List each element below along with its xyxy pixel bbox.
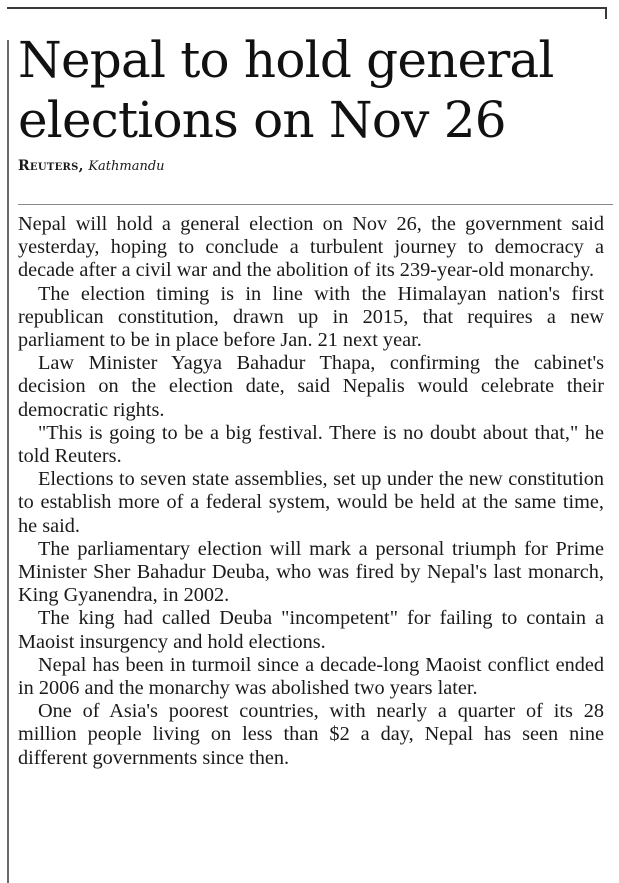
top-border	[7, 7, 607, 9]
paragraph: The king had called Deuba "incompetent" for failing to contain a Maoist insurgency and hold elections.	[18, 607, 604, 653]
paragraph: Elections to seven state assemblies, set up under the new constitution to establish more of a federal system, would be held at the same time, he said.	[18, 468, 604, 537]
left-border	[7, 40, 9, 883]
byline-place: Kathmandu	[88, 159, 165, 174]
paragraph: Law Minister Yagya Bahadur Thapa, confirming the cabinet's decision on the election date, said Nepalis would celebrate their democratic rights.	[18, 352, 604, 421]
divider-rule	[18, 204, 613, 205]
article-header	[18, 30, 608, 178]
article-body	[18, 213, 604, 770]
paragraph: Nepal will hold a general election on Nov 26, the government said yesterday, hoping to conclude a turbulent journey to democracy a decade after a civil war and the abolition of its 239-year-old monarchy.	[18, 213, 604, 282]
byline	[18, 156, 608, 178]
right-border-tick	[605, 7, 607, 19]
headline: Nepal to hold general elections on Nov 26	[18, 31, 554, 149]
paragraph: The parliamentary election will mark a personal triumph for Prime Minister Sher Bahadur Deuba, who was fired by Nepal's last monarch, King Gyanendra, in 2002.	[18, 537, 604, 607]
paragraph: "This is going to be a big festival. There is no doubt about that," he told Reuters.	[18, 421, 604, 468]
paragraph: Nepal has been in turmoil since a decade-long Maoist conflict ended in 2006 and the monarchy was abolished two years later.	[18, 653, 604, 700]
paragraph: One of Asia's poorest countries, with nearly a quarter of its 28 million people living on less than $2 a day, Nepal has seen nine different governments since then.	[18, 700, 604, 769]
byline-agency: Reuters,	[18, 158, 84, 174]
paragraph: The election timing is in line with the Himalayan nation's first republican constitution, drawn up in 2015, that requires a new parliament to be in place before Jan. 21 next year.	[18, 282, 604, 352]
